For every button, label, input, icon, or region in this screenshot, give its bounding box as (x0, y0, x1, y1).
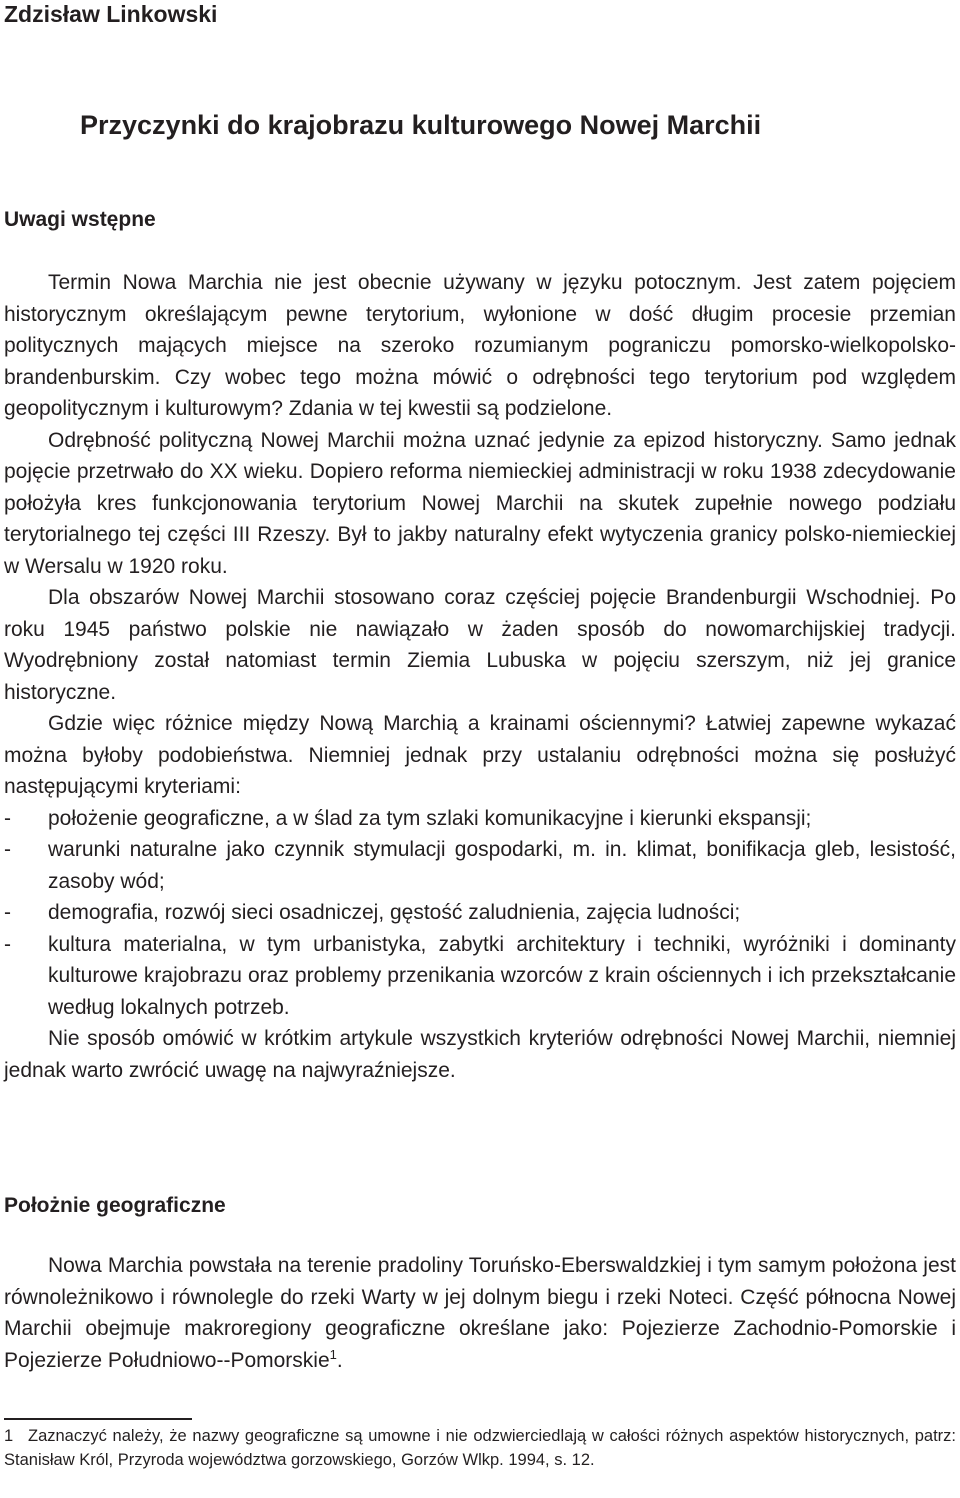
criteria-list (4, 803, 956, 1024)
footnote-reference[interactable]: 1 (329, 1346, 337, 1362)
intro-paragraph-2: Odrębność polityczną Nowej Marchii można uznać jedynie za epizod historyczny. Samo jednak pojęcie przetrwało do XX wieku. Dopiero reforma niemieckiej administracji w roku 1938 zdecydowanie położyła kres funkcjonowania terytorium Nowej Marchii na skutek zupełnie nowego podziału terytorialnego tej części III Rzeszy. Był to jakby naturalny efekt wytyczenia granicy polsko-niemieckiej w Wersalu w 1920 roku. (4, 428, 956, 578)
geography-section-body (4, 1250, 956, 1376)
section-heading-geography: Położnie geograficzne (4, 1194, 226, 1217)
list-dash: - (4, 838, 11, 861)
list-item-text: kultura materialna, w tym urbanistyka, zabytki architektury i techniki, wyróżniki i dominanty kulturowe krajobrazu oraz problemy przenikania wzorców z krain ościennych i ich przekształcanie według lokalnych potrzeb. (48, 932, 956, 1019)
article-title: Przyczynki do krajobrazu kulturowego Nowej Marchii (80, 110, 762, 140)
list-item (4, 834, 956, 897)
author-name: Zdzisław Linkowski (4, 1, 218, 27)
footnote-text: Zaznaczyć należy, że nazwy geograficzne są umowne i nie odzwierciedlają w całości różnych aspektów historycznych, patrz: Stanisław Król, Przyroda województwa gorzowskiego, Gorzów Wlkp. 1994, s. 12. (4, 1427, 956, 1469)
intro-paragraph-4: Gdzie więc różnice między Nową Marchią a krainami ościennymi? Łatwiej zapewne wykazać można byłoby podobieństwa. Niemniej jednak przy ustalaniu odrębności można się posłużyć następującymi kryteriami: (4, 712, 956, 798)
footnote (4, 1424, 956, 1472)
list-dash: - (4, 932, 11, 956)
footnote-divider (4, 1418, 192, 1420)
geography-paragraph-text: Nowa Marchia powstała na terenie pradoliny Toruńsko-Eberswaldzkiej i tym samym położona jest równoleżnikowo i równolegle do rzeki Warty w jej dolnym biegu i rzeki Noteci. Część północna Nowej Marchii obejmuje makroregiony geograficzne określane jako: Pojezierze Zachodnio-Pomorskie i Pojezierze Południowo--Pomorskie (4, 1254, 956, 1372)
footnote-number: 1 (4, 1427, 14, 1445)
geography-paragraph-1 (4, 1250, 956, 1376)
section-heading-intro: Uwagi wstępne (4, 208, 156, 231)
list-item (4, 929, 956, 1024)
intro-paragraph-5: Nie sposób omówić w krótkim artykule wszystkich kryteriów odrębności Nowej Marchii, niemniej jednak warto zwrócić uwagę na najwyraźniejsze. (4, 1027, 956, 1082)
list-dash: - (4, 901, 11, 924)
intro-paragraph-1: Termin Nowa Marchia nie jest obecnie używany w języku potocznym. Jest zatem pojęciem historycznym określającym pewne terytorium, wyłonione w dość długim procesie przemian politycznych mających miejsce na szeroko rozumianym pograniczu pomorsko-wielkopolsko-brandenburskim. Czy wobec tego można mówić o odrębności tego terytorium pod względem geopolitycznym i kulturowym? Zdania w tej kwestii są podzielone. (4, 271, 956, 420)
list-item (4, 803, 956, 835)
intro-section-body (4, 267, 956, 1086)
list-item-text: demografia, rozwój sieci osadniczej, gęstość zaludnienia, zajęcia ludności; (48, 901, 741, 924)
list-dash: - (4, 806, 11, 830)
list-item-text: warunki naturalne jako czynnik stymulacji gospodarki, m. in. klimat, bonifikacja gleb, lesistość, zasoby wód; (48, 838, 956, 893)
list-item (4, 897, 956, 929)
geography-paragraph-end: . (336, 1348, 343, 1372)
intro-paragraph-3: Dla obszarów Nowej Marchii stosowano coraz częściej pojęcie Brandenburgii Wschodniej. Po roku 1945 państwo polskie nie nawiązało w żaden sposób do nowomarchijskiej tradycji. Wyodrębniony został natomiast termin Ziemia Lubuska w pojęciu szerszym, niż jej granice historyczne. (4, 586, 956, 704)
list-item-text: położenie geograficzne, a w ślad za tym szlaki komunikacyjne i kierunki ekspansji; (48, 806, 812, 830)
